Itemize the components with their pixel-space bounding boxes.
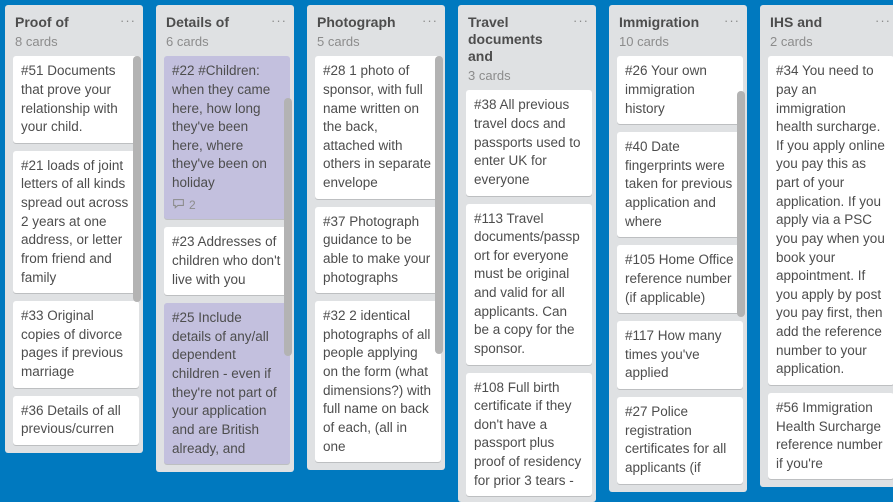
list-column [760,5,893,487]
list-header [458,5,596,67]
card[interactable] [164,227,290,295]
card-text: #36 Details of all previous/curren [21,402,121,437]
list-menu-icon[interactable]: ··· [573,13,589,28]
card[interactable] [768,56,893,385]
card[interactable] [315,301,441,462]
list-menu-icon[interactable]: ··· [422,13,438,28]
comment-count: 2 [189,197,196,212]
list-card-count: 10 cards [619,34,669,50]
list-header [307,5,445,33]
list-header [5,5,143,33]
card[interactable] [164,303,290,464]
list-column [609,5,747,492]
card-text: #25 Include details of any/all dependent children - even if they're not part of your application and are British already, and [172,310,277,456]
card-text: #56 Immigration Health Surcharge reference number if you're [776,399,883,471]
list-cards-container [156,56,294,472]
card[interactable] [164,56,290,219]
card[interactable] [466,90,592,195]
list-title[interactable]: Immigration [619,14,700,30]
card[interactable] [617,132,743,237]
list-cards-container [5,56,143,453]
card[interactable] [768,393,893,480]
list-header [760,5,893,33]
card-text: #26 Your own immigration history [625,63,707,116]
list-cards-container [760,56,893,487]
list-column [156,5,294,472]
list-column [307,5,445,470]
list-cards-container [458,90,596,502]
card[interactable] [13,151,139,293]
list-card-count: 2 cards [770,34,813,50]
list-header [609,5,747,33]
list-title[interactable]: Photograph [317,14,396,30]
list-column [5,5,143,453]
card[interactable] [617,245,743,313]
card[interactable] [617,321,743,389]
list-card-count: 3 cards [468,68,511,84]
list-title[interactable]: Details of [166,14,230,30]
list-title[interactable]: Proof of [15,14,69,30]
list-card-count: 8 cards [15,34,58,50]
list-scrollbar-thumb[interactable] [133,56,141,302]
card-text: #34 You need to pay an immigration health surcharge. If you apply online you pay this as part of your application. If you apply via a PSC you pay when you book your appointment. If you apply by post you pay first, then add the reference number to your application. [776,63,885,377]
card-text: #23 Addresses of children who don't live with you [172,234,281,287]
card[interactable] [315,207,441,294]
list-card-count: 5 cards [317,34,360,50]
list-menu-icon[interactable]: ··· [271,13,287,28]
list-menu-icon[interactable]: ··· [875,13,891,28]
list-title[interactable]: IHS and [770,14,823,30]
list-header [156,5,294,33]
card-text: #21 loads of joint letters of all kinds spread out across 2 years at one address, or letter from friend and family [21,157,129,285]
list-cards-container [307,56,445,470]
list-menu-icon[interactable]: ··· [724,13,740,28]
card[interactable] [617,397,743,484]
list-menu-icon[interactable]: ··· [120,13,136,28]
list-scrollbar-thumb[interactable] [284,98,292,356]
card[interactable] [466,373,592,497]
card-text: #27 Police registration certificates for all applicants (if [625,404,727,475]
card[interactable] [466,204,592,365]
card-text: #32 2 identical photographs of all people applying on the form (what dimensions?) with full name on back of each, (all in one [323,308,432,454]
list-scrollbar-thumb[interactable] [435,56,443,354]
card-text: #113 Travel documents/passport for everyone must be original and valid for all applicants. Can be a copy for the sponsor. [474,210,580,356]
card-text: #28 1 photo of sponsor, with full name written on the back, attached with others in separate envelope [323,63,432,191]
card[interactable] [13,301,139,388]
card[interactable] [13,396,139,445]
card-text: #117 How many times you've applied [625,328,722,381]
comment-icon [172,197,185,212]
list-card-count: 6 cards [166,34,209,50]
card-text: #33 Original copies of divorce pages if previous marriage [21,308,124,380]
list-scrollbar-thumb[interactable] [737,91,745,317]
card-text: #22 #Children: when they came here, how long they've been here, where they've been on holiday [172,63,271,191]
card[interactable] [617,56,743,124]
card-badges [172,197,282,214]
list-cards-container [609,56,747,491]
card-text: #38 All previous travel docs and passports used to enter UK for everyone [474,97,581,187]
list-column [458,5,596,502]
card-text: #51 Documents that prove your relationship with your child. [21,63,118,135]
card-text: #40 Date fingerprints were taken for previous application and where [625,139,733,229]
list-title[interactable]: Travel documents and [468,14,543,65]
card-text: #37 Photograph guidance to be able to make your photographs [323,213,431,285]
card[interactable] [13,56,139,143]
card-text: #108 Full birth certificate if they don't have a passport plus proof of residency for prior 3 tears - [474,379,582,488]
card-text: #105 Home Office reference number (if applicable) [625,252,734,305]
card[interactable] [315,56,441,198]
